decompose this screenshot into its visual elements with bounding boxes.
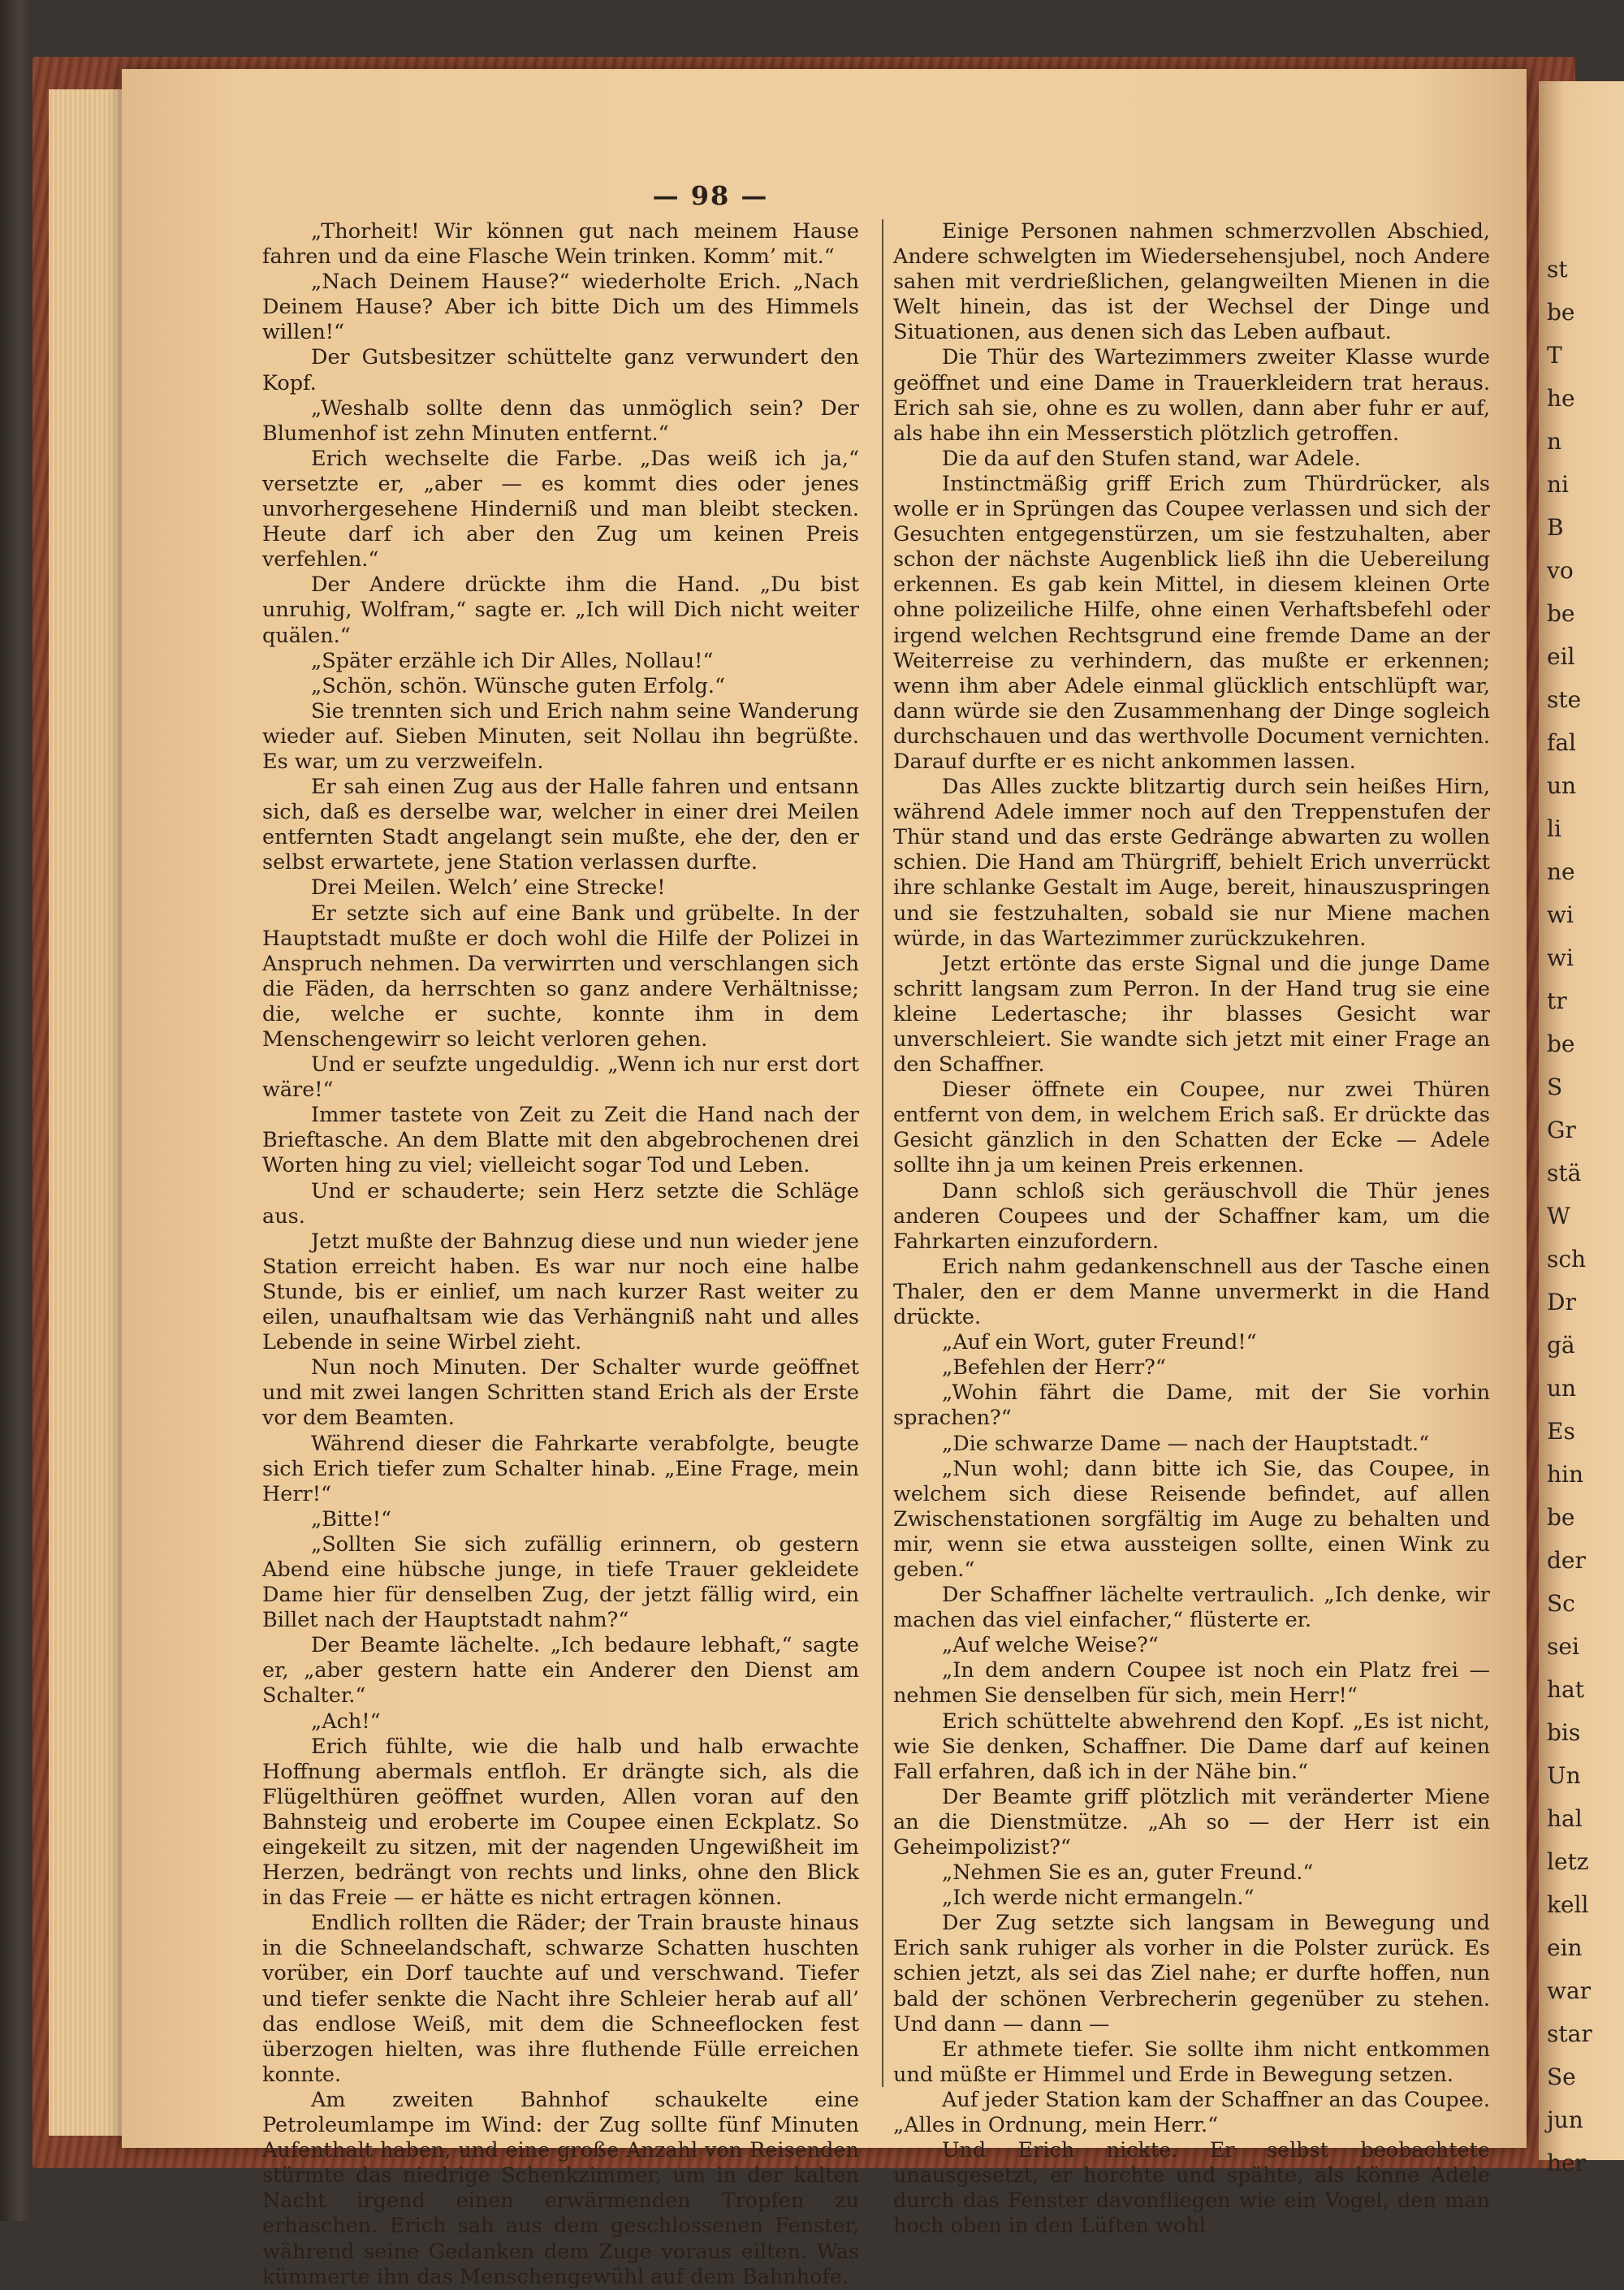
paragraph: Sie trennten sich und Erich nahm seine Wanderung wieder auf. Sieben Minuten, seit Nollau ihn begrüßte. Es war, um zu verzweifeln. xyxy=(262,698,859,774)
adjacent-page-fragment: Se xyxy=(1547,2063,1576,2090)
paragraph: Erich nahm gedankenschnell aus der Tasche einen Thaler, den er dem Manne unvermerkt in die Hand drückte. xyxy=(893,1254,1490,1330)
adjacent-page-fragment: bis xyxy=(1547,1719,1581,1746)
paragraph: „Nach Deinem Hause?“ wiederholte Erich. „Nach Deinem Hause? Aber ich bitte Dich um des Himmels willen!“ xyxy=(262,270,859,345)
adjacent-page-fragment: B xyxy=(1547,514,1564,541)
paragraph: „Ach!“ xyxy=(311,1709,381,1734)
adjacent-page-fragment: tr xyxy=(1547,987,1567,1014)
paragraph: Der Andere drückte ihm die Hand. „Du bist unruhig, Wolfram,“ sagte er. „Ich will Dich nicht weiter quälen.“ xyxy=(262,572,859,648)
paragraph: Er setzte sich auf eine Bank und grübelte. In der Hauptstadt mußte er doch wohl die Hilfe der Polizei in Anspruch nehmen. Da verwirrten und verschlangen sich die Fäden, da herrschten so ganz andere Verhältnisse; die, welche er suchte, konnte ihm in dem Menschengewirr so leicht verloren gehen. xyxy=(262,901,859,1052)
adjacent-page-fragment: wi xyxy=(1547,901,1574,928)
page-number: — 98 — xyxy=(652,180,769,211)
adjacent-page-fragment: W xyxy=(1547,1203,1570,1229)
adjacent-page-fragment: be xyxy=(1547,1504,1575,1531)
adjacent-page-fragment: wi xyxy=(1547,944,1574,971)
paragraph: „Die schwarze Dame — nach der Hauptstadt.“ xyxy=(942,1431,1430,1456)
paragraph: „Schön, schön. Wünsche guten Erfolg.“ xyxy=(311,673,725,698)
paragraph: Auf jeder Station kam der Schaffner an das Coupee. „Alles in Ordnung, mein Herr.“ xyxy=(893,2087,1490,2138)
adjacent-page-fragment: letz xyxy=(1547,1848,1589,1875)
paragraph: Der Gutsbesitzer schüttelte ganz verwundert den Kopf. xyxy=(262,345,859,395)
paragraph: „Wohin fährt die Dame, mit der Sie vorhin sprachen?“ xyxy=(893,1380,1490,1431)
adjacent-page-fragment: Gr xyxy=(1547,1117,1576,1143)
adjacent-page-fragment: st xyxy=(1547,256,1568,283)
adjacent-page-fragment: T xyxy=(1547,342,1562,369)
adjacent-page-fragment: be xyxy=(1547,1030,1575,1057)
paragraph: Am zweiten Bahnhof schaukelte eine Petroleumlampe im Wind: der Zug sollte fünf Minuten Aufenthalt haben, und eine große Anzahl von Reisenden stürmte das niedrige Schenkzimmer, um in der kalten Nacht irgend einen erwärmenden Tropfen zu erhaschen. Erich sah aus dem geschlossenen Fenster, während seine Gedanken dem Zuge voraus eilten. Was kümmerte ihn das Menschengewühl auf dem Bahnhofe. xyxy=(262,2087,859,2289)
right-text-column xyxy=(893,219,1490,2240)
adjacent-page-fragment: Sc xyxy=(1547,1590,1575,1617)
paragraph: Instinctmäßig griff Erich zum Thürdrücker, als wolle er in Sprüngen das Coupee verlassen und sich der Gesuchten entgegenstürzen, um sie festzuhalten, aber schon der nächste Augenblick ließ ihn die Uebereilung erkennen. Es gab kein Mittel, in diesem kleinen Orte ohne polizeiliche Hilfe, ohne einen Verhaftsbefehl oder irgend welchen Rechtsgrund eine fremde Dame an der Weiterreise zu verhindern, das mußte er erkennen; wenn ihm aber Adele einmal glücklich entschlüpft war, dann würde sie den Zusammenhang der Dinge sogleich durchschauen und das werthvolle Document vernichten. Darauf durfte er es nicht ankommen lassen. xyxy=(893,471,1490,774)
adjacent-page-fragment: Es xyxy=(1547,1418,1575,1445)
paragraph: Und er schauderte; sein Herz setzte die Schläge aus. xyxy=(262,1178,859,1229)
adjacent-page-fragment: hin xyxy=(1547,1461,1584,1488)
paragraph: „Befehlen der Herr?“ xyxy=(942,1355,1166,1380)
paragraph: Einige Personen nahmen schmerzvollen Abschied, Andere schwelgten im Wiedersehensjubel, noch Andere sahen mit verdrießlichen, gelangweilten Mienen in die Welt hinein, das ist der Wechsel der Dinge und Situationen, aus denen sich das Leben aufbaut. xyxy=(893,219,1490,345)
paragraph: „Auf welche Weise?“ xyxy=(942,1633,1159,1658)
adjacent-page-fragment: un xyxy=(1547,772,1577,799)
paragraph: Er athmete tiefer. Sie sollte ihm nicht entkommen und müßte er Himmel und Erde in Bewegung setzen. xyxy=(893,2037,1490,2087)
paragraph: „Sollten Sie sich zufällig erinnern, ob gestern Abend eine hübsche junge, in tiefe Trauer gekleidete Dame hier für denselben Zug, der jetzt fällig wird, ein Billet nach der Hauptstadt nahm?“ xyxy=(262,1532,859,1633)
paragraph: Immer tastete von Zeit zu Zeit die Hand nach der Brieftasche. An dem Blatte mit den abgebrochenen drei Worten hing zu viel; vielleicht sogar Tod und Leben. xyxy=(262,1103,859,1178)
adjacent-page-fragment: jun xyxy=(1547,2106,1583,2133)
adjacent-page-fragment: ne xyxy=(1547,858,1575,885)
adjacent-page-fragment: n xyxy=(1547,428,1562,455)
paragraph: Und Erich nickte. Er selbst beobachtete unausgesetzt, er horchte und spähte, als könne Adele durch das Fenster davonfliegen wie ein Vogel, den man hoch oben in den Lüften wohl xyxy=(893,2138,1490,2239)
adjacent-page-fragment: he xyxy=(1547,385,1575,412)
adjacent-page-fragment: be xyxy=(1547,299,1575,326)
paragraph: „Thorheit! Wir können gut nach meinem Hause fahren und da eine Flasche Wein trinken. Komm’ mit.“ xyxy=(262,219,859,270)
paragraph: Erich wechselte die Farbe. „Das weiß ich ja,“ versetzte er, „aber — es kommt dies oder jenes unvorhergesehene Hinderniß und man bleibt stecken. Heute darf ich aber den Zug um keinen Preis verfehlen.“ xyxy=(262,446,859,572)
paragraph: Drei Meilen. Welch’ eine Strecke! xyxy=(311,875,666,901)
adjacent-page-fragment: Un xyxy=(1547,1762,1581,1789)
adjacent-page-fragment: hat xyxy=(1547,1676,1584,1703)
paragraph: Der Schaffner lächelte vertraulich. „Ich denke, wir machen das viel einfacher,“ flüsterte er. xyxy=(893,1583,1490,1633)
paragraph: „Ich werde nicht ermangeln.“ xyxy=(942,1886,1255,1911)
left-text-column xyxy=(262,219,859,2290)
adjacent-page-fragment: Dr xyxy=(1547,1289,1576,1316)
adjacent-page-fragment: ste xyxy=(1547,686,1582,713)
adjacent-page-fragment: stä xyxy=(1547,1160,1582,1186)
paragraph: „Bitte!“ xyxy=(311,1506,391,1532)
paragraph: Das Alles zuckte blitzartig durch sein heißes Hirn, während Adele immer noch auf den Treppenstufen der Thür stand und das erste Gedränge abwarten zu wollen schien. Die Hand am Thürgriff, behielt Erich unverrückt ihre schlanke Gestalt im Auge, bereit, hinauszuspringen und sie festzuhalten, sobald sie nur Miene machen würde, in das Wartezimmer zurückzukehren. xyxy=(893,775,1490,951)
adjacent-page-fragment: be xyxy=(1547,600,1575,627)
adjacent-page-fragment: fal xyxy=(1547,729,1577,756)
adjacent-page-fragment: hal xyxy=(1547,1805,1583,1832)
adjacent-page-fragment: der xyxy=(1547,1547,1586,1574)
paragraph: Und er seufzte ungeduldig. „Wenn ich nur erst dort wäre!“ xyxy=(262,1052,859,1103)
paragraph: „Nun wohl; dann bitte ich Sie, das Coupee, in welchem sich diese Reisende befindet, auf allen Zwischenstationen sorgfältig im Auge zu behalten und mir, wenn sie etwa aussteigen sollte, einen Wink zu geben.“ xyxy=(893,1456,1490,1582)
adjacent-page-fragment: S xyxy=(1547,1074,1563,1100)
adjacent-page-fragment: ni xyxy=(1547,471,1569,498)
paragraph: Erich schüttelte abwehrend den Kopf. „Es ist nicht, wie Sie denken, Schaffner. Die Dame darf auf keinen Fall erfahren, daß ich in der Nähe bin.“ xyxy=(893,1709,1490,1784)
paragraph: Dieser öffnete ein Coupee, nur zwei Thüren entfernt von dem, in welchem Erich saß. Er drückte das Gesicht gänzlich in den Schatten der Ecke — Adele sollte ihn ja um keinen Preis erkennen. xyxy=(893,1078,1490,1178)
adjacent-page-edge xyxy=(1539,81,1624,2176)
paragraph: Jetzt ertönte das erste Signal und die junge Dame schritt langsam zum Perron. In der Hand trug sie eine kleine Ledertasche; ihr blasses Gesicht war unverschleiert. Sie wandte sich jetzt mit einer Frage an den Schaffner. xyxy=(893,951,1490,1078)
paragraph: „Nehmen Sie es an, guter Freund.“ xyxy=(942,1860,1314,1886)
adjacent-page-fragment: gä xyxy=(1547,1332,1575,1359)
adjacent-page-fragment: sch xyxy=(1547,1246,1587,1272)
adjacent-page-fragment: sei xyxy=(1547,1633,1579,1660)
paragraph: „Auf ein Wort, guter Freund!“ xyxy=(942,1330,1257,1355)
adjacent-page-fragment: vo xyxy=(1547,557,1574,584)
paragraph: Die da auf den Stufen stand, war Adele. xyxy=(942,446,1361,471)
adjacent-page-fragment: kell xyxy=(1547,1891,1589,1918)
paragraph: Der Beamte lächelte. „Ich bedaure lebhaft,“ sagte er, „aber gestern hatte ein Anderer den Dienst am Schalter.“ xyxy=(262,1633,859,1709)
paragraph: Er sah einen Zug aus der Halle fahren und entsann sich, daß es derselbe war, welcher in einer drei Meilen entfernten Stadt angelangt sein mußte, ehe der, den er selbst erwartete, jene Station verlassen durfte. xyxy=(262,775,859,875)
paragraph: „Später erzähle ich Dir Alles, Nollau!“ xyxy=(311,648,714,673)
adjacent-page-fragment: un xyxy=(1547,1375,1577,1402)
paragraph: Die Thür des Wartezimmers zweiter Klasse wurde geöffnet und eine Dame in Trauerkleidern trat heraus. Erich sah sie, ohne es zu wollen, dann aber fuhr er auf, als habe ihn ein Messerstich plötzlich getroffen. xyxy=(893,345,1490,446)
adjacent-page-fragment: eil xyxy=(1547,643,1575,670)
book-binding-edge xyxy=(0,0,32,2221)
paragraph: Endlich rollten die Räder; der Train brauste hinaus in die Schneelandschaft, schwarze Schatten huschten vorüber, ein Dorf tauchte auf und verschwand. Tiefer und tiefer senkte die Nacht ihre Schleier herab auf all’ das endlose Weiß, mit dem die Schneeflocken fest überzogen hielten, was ihre fluthende Fülle erreichen konnte. xyxy=(262,1911,859,2087)
paragraph: Der Zug setzte sich langsam in Bewegung und Erich sank ruhiger als vorher in die Polster zurück. Es schien jetzt, als sei das Ziel nahe; er durfte hoffen, nun bald der schönen Verbrecherin gegenüber zu stehen. Und dann — dann — xyxy=(893,1911,1490,2037)
adjacent-page-fragment: li xyxy=(1547,815,1561,842)
paragraph: Während dieser die Fahrkarte verabfolgte, beugte sich Erich tiefer zum Schalter hinab. „Eine Frage, mein Herr!“ xyxy=(262,1431,859,1506)
paragraph: Nun noch Minuten. Der Schalter wurde geöffnet und mit zwei langen Schritten stand Erich als der Erste vor dem Beamten. xyxy=(262,1355,859,1431)
paragraph: Jetzt mußte der Bahnzug diese und nun wieder jene Station erreicht haben. Es war nur noch eine halbe Stunde, bis er einlief, um nach kurzer Rast weiter zu eilen, unaufhaltsam wie das Verhängniß naht und alles Lebende in seine Wirbel zieht. xyxy=(262,1229,859,1355)
paragraph: Dann schloß sich geräuschvoll die Thür jenes anderen Coupees und der Schaffner kam, um die Fahrkarten einzufordern. xyxy=(893,1178,1490,1254)
paragraph: „Weshalb sollte denn das unmöglich sein? Der Blumenhof ist zehn Minuten entfernt.“ xyxy=(262,395,859,446)
paragraph: Erich fühlte, wie die halb und halb erwachte Hoffnung abermals entfloh. Er drängte sich, als die Flügelthüren geöffnet wurden, Allen voran auf den Bahnsteig und eroberte im Coupee einen Eckplatz. So eingekeilt zu sitzen, mit der nagenden Ungewißheit im Herzen, bedrängt von rechts und links, ohne den Blick in das Freie — er hätte es nicht ertragen können. xyxy=(262,1734,859,1911)
adjacent-page-fragment: star xyxy=(1547,2020,1592,2047)
paragraph: „In dem andern Coupee ist noch ein Platz frei — nehmen Sie denselben für sich, mein Herr!“ xyxy=(893,1658,1490,1709)
adjacent-page-fragment: ein xyxy=(1547,1934,1583,1961)
adjacent-page-fragment: her xyxy=(1547,2150,1586,2176)
column-divider xyxy=(882,219,883,2087)
paragraph: Der Beamte griff plötzlich mit veränderter Miene an die Dienstmütze. „Ah so — der Herr ist ein Geheimpolizist?“ xyxy=(893,1784,1490,1860)
adjacent-page-fragment: war xyxy=(1547,1977,1592,2004)
